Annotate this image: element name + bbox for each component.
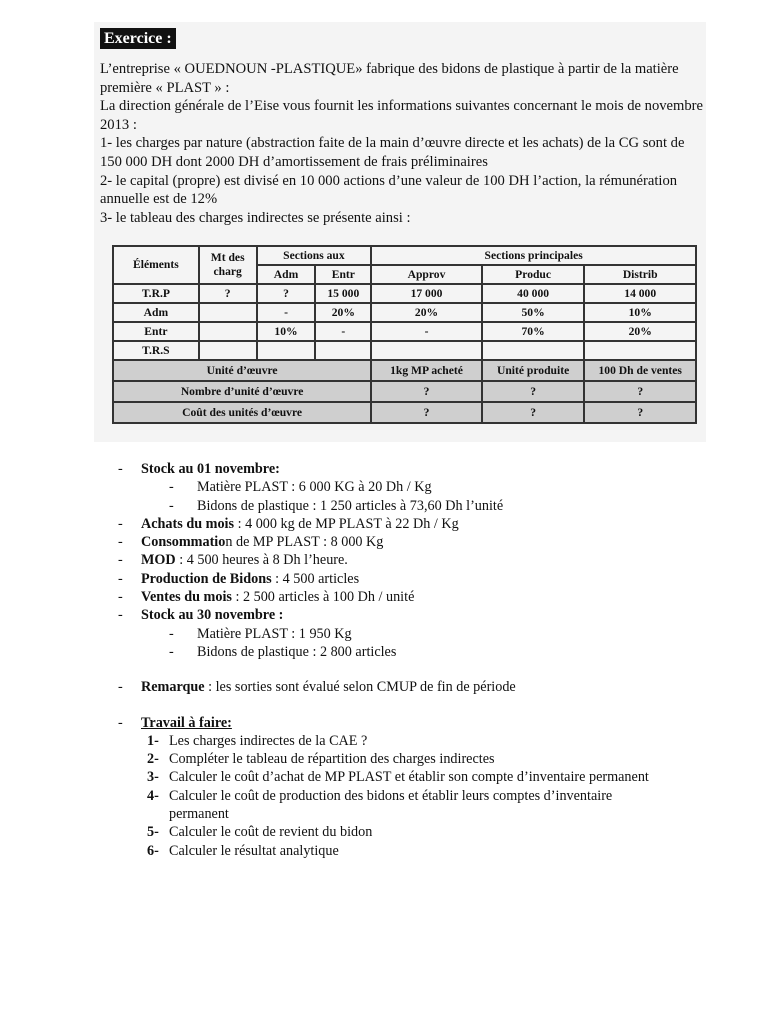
dash-bullet: - xyxy=(169,625,174,642)
intro-paragraph: La direction générale de l’Eise vous fournit les informations suivantes concernant le mois de novembre 2013 : xyxy=(100,98,704,133)
header-elements: Éléments xyxy=(113,246,199,284)
task-number: 4- xyxy=(147,787,159,804)
col-adm: Adm xyxy=(257,265,316,284)
task-continuation: permanent xyxy=(169,806,229,823)
task-number: 3- xyxy=(147,769,159,786)
row-label: Adm xyxy=(113,303,199,322)
dash-bullet: - xyxy=(118,714,123,731)
sub-item-text: Matière PLAST : 1 950 Kg xyxy=(197,625,352,642)
task-item xyxy=(118,750,718,768)
col-approv: Approv xyxy=(371,265,482,284)
task-item xyxy=(118,787,718,805)
remarque-label: Remarque xyxy=(141,679,205,696)
task-text: Calculer le coût de production des bidons et établir leurs comptes d’inventaire xyxy=(169,787,613,804)
work-unit-label: Unité d’œuvre xyxy=(113,360,371,381)
list-item xyxy=(118,533,718,551)
travail-title: Travail à faire: xyxy=(141,714,232,731)
table-cell: 14 000 xyxy=(584,284,696,303)
table-cell: ? xyxy=(584,381,696,402)
ventes-text: : 2 500 articles à 100 Dh / unité xyxy=(231,589,415,606)
task-text: Compléter le tableau de répartition des charges indirectes xyxy=(169,751,495,768)
dash-bullet: - xyxy=(118,589,123,606)
row-label: T.R.P xyxy=(113,284,199,303)
conso-label: Consommatio xyxy=(141,534,226,551)
sub-item xyxy=(118,643,718,661)
table-cell: 50% xyxy=(482,303,585,322)
table-row xyxy=(113,284,696,303)
dash-bullet: - xyxy=(118,515,123,532)
task-text: Calculer le coût de revient du bidon xyxy=(169,824,373,841)
task-number: 6- xyxy=(147,842,159,859)
table-cell: ? xyxy=(257,284,316,303)
table-cell xyxy=(257,341,316,360)
intro-text xyxy=(100,60,705,227)
unit-cost-label: Coût des unités d’œuvre xyxy=(113,402,371,423)
table-cell: ? xyxy=(371,402,482,423)
table-cell: 40 000 xyxy=(482,284,585,303)
stock-30-title: Stock au 30 novembre : xyxy=(141,607,284,624)
intro-paragraph: 2- le capital (propre) est divisé en 10 000 actions d’une valeur de 100 DH l’action, la rémunération annuelle est de 12% xyxy=(100,172,678,208)
sub-item xyxy=(118,497,718,515)
col-entr: Entr xyxy=(315,265,371,284)
ventes-label: Ventes du mois xyxy=(141,589,232,606)
table-row xyxy=(113,303,696,322)
list-item xyxy=(118,515,718,533)
task-item xyxy=(118,842,718,860)
table-cell xyxy=(199,322,257,341)
table-cell xyxy=(482,341,585,360)
sub-item-text: Bidons de plastique : 2 800 articles xyxy=(197,643,397,660)
table-cell: 20% xyxy=(584,322,696,341)
work-unit-distrib: 100 Dh de ventes xyxy=(584,360,696,381)
intro-paragraph: L’entreprise « OUEDNOUN -PLASTIQUE» fabrique des bidons de plastique à partir de la matière première « PLAST » : xyxy=(100,61,679,96)
task-text: Calculer le coût d’achat de MP PLAST et établir son compte d’inventaire permanent xyxy=(169,769,649,786)
unit-cost-row xyxy=(113,402,696,423)
sub-item xyxy=(118,478,718,496)
mod-text: : 4 500 heures à 8 Dh l’heure. xyxy=(175,552,348,569)
table-cell: ? xyxy=(199,284,257,303)
list-item xyxy=(118,570,718,588)
table-row xyxy=(113,341,696,360)
remarque-text: : les sorties sont évalué selon CMUP de fin de période xyxy=(204,679,516,696)
header-main-sections: Sections principales xyxy=(371,246,696,265)
sub-item xyxy=(118,625,718,643)
dash-bullet: - xyxy=(118,552,123,569)
table-cell: 10% xyxy=(584,303,696,322)
header-mt-charges: Mt des charg xyxy=(199,246,257,284)
col-produc: Produc xyxy=(482,265,585,284)
table-cell: 20% xyxy=(371,303,482,322)
header-aux-sections: Sections aux xyxy=(257,246,372,265)
table-cell: - xyxy=(257,303,316,322)
work-unit-approv: 1kg MP acheté xyxy=(371,360,482,381)
table-row xyxy=(113,322,696,341)
task-text: Calculer le résultat analytique xyxy=(169,842,339,859)
list-item xyxy=(118,714,718,732)
dash-bullet: - xyxy=(169,497,174,514)
conso-text: n de MP PLAST : 8 000 Kg xyxy=(225,534,384,551)
exercise-title: Exercice : xyxy=(100,28,176,49)
sub-item-text: Bidons de plastique : 1 250 articles à 73,60 Dh l’unité xyxy=(197,497,504,514)
dash-bullet: - xyxy=(118,461,123,477)
table-cell: ? xyxy=(371,381,482,402)
achats-label: Achats du mois xyxy=(141,515,235,532)
unit-count-row xyxy=(113,381,696,402)
production-text: : 4 500 articles xyxy=(271,570,360,587)
table-header-row xyxy=(113,246,696,265)
list-item xyxy=(118,551,718,569)
task-number: 1- xyxy=(147,732,159,749)
table-cell: 17 000 xyxy=(371,284,482,303)
dash-bullet: - xyxy=(169,479,174,496)
table-cell: 15 000 xyxy=(315,284,371,303)
dash-bullet: - xyxy=(118,534,123,551)
dash-bullet: - xyxy=(118,570,123,587)
task-number: 2- xyxy=(147,751,159,768)
production-label: Production de Bidons xyxy=(141,570,272,587)
row-label: Entr xyxy=(113,322,199,341)
dash-bullet: - xyxy=(169,643,174,660)
table-cell: ? xyxy=(482,402,585,423)
table-cell: - xyxy=(371,322,482,341)
table-cell: 70% xyxy=(482,322,585,341)
intro-paragraph: 3- le tableau des charges indirectes se présente ainsi : xyxy=(100,209,411,226)
intro-paragraph: 1- les charges par nature (abstraction faite de la main d’œuvre directe et les achats) de la CG sont de 150 000 DH dont 2000 DH d’amortissement de frais préliminaires xyxy=(100,135,685,170)
task-item xyxy=(118,768,718,786)
table-cell xyxy=(199,303,257,322)
list-item xyxy=(118,460,718,478)
table-cell xyxy=(315,341,371,360)
work-unit-row xyxy=(113,360,696,381)
mod-label: MOD xyxy=(141,552,176,569)
table-cell: ? xyxy=(584,402,696,423)
table-cell: ? xyxy=(482,381,585,402)
list-item xyxy=(118,588,718,606)
stock-01-title: Stock au 01 novembre: xyxy=(141,461,280,477)
row-label: T.R.S xyxy=(113,341,199,360)
dash-bullet: - xyxy=(118,607,123,624)
task-number: 5- xyxy=(147,824,159,841)
col-distrib: Distrib xyxy=(584,265,696,284)
indirect-charges-table xyxy=(112,245,697,424)
table-cell xyxy=(371,341,482,360)
achats-text: : 4 000 kg de MP PLAST à 22 Dh / Kg xyxy=(234,515,459,532)
task-text: Les charges indirectes de la CAE ? xyxy=(169,732,368,749)
dash-bullet: - xyxy=(118,679,123,696)
table-cell xyxy=(199,341,257,360)
list-item xyxy=(118,678,718,696)
table-cell: - xyxy=(315,322,371,341)
table-cell xyxy=(584,341,696,360)
sub-item-text: Matière PLAST : 6 000 KG à 20 Dh / Kg xyxy=(197,479,432,496)
table-cell: 10% xyxy=(257,322,316,341)
task-item xyxy=(118,732,718,750)
task-item xyxy=(118,823,718,841)
data-list xyxy=(118,460,718,860)
work-unit-produc: Unité produite xyxy=(482,360,585,381)
table-cell: 20% xyxy=(315,303,371,322)
list-item xyxy=(118,606,718,624)
unit-count-label: Nombre d’unité d’œuvre xyxy=(113,381,371,402)
